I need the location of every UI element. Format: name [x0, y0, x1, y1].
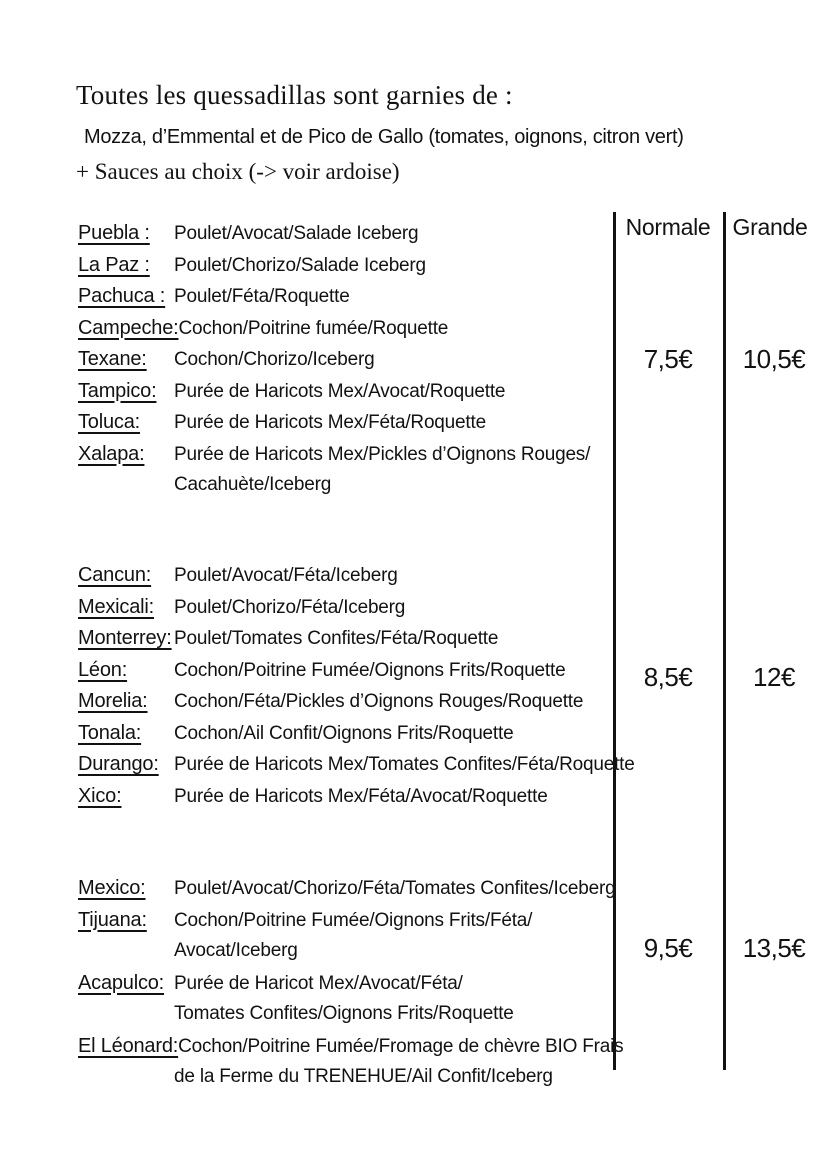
- price-normale-group-3: 9,5€: [643, 933, 693, 963]
- menu-item-description: Poulet/Avocat/Féta/Iceberg: [174, 565, 398, 586]
- price-grande-group-2: 12€: [753, 662, 795, 692]
- menu-item-description: Avocat/Iceberg: [174, 940, 298, 961]
- menu-item-name: Xico:: [78, 784, 122, 807]
- menu-item-continuation-row: [78, 1003, 614, 1035]
- menu-item-description: Poulet/Avocat/Chorizo/Féta/Tomates Confites/Iceberg: [174, 878, 616, 899]
- menu-item-row: [78, 564, 614, 596]
- menu-item-description: Poulet/Avocat/Salade Iceberg: [174, 223, 419, 244]
- menu-item-description: Cacahuète/Iceberg: [174, 474, 332, 495]
- menu-item-name: Léon:: [78, 658, 128, 681]
- menu-item-name: Xalapa:: [78, 442, 145, 465]
- price-normale-group-2: 8,5€: [643, 662, 693, 692]
- menu-item-row: [78, 785, 614, 817]
- menu-item-row: [78, 877, 614, 909]
- menu-item-name: Mexicali:: [78, 595, 154, 618]
- menu-item-description: Cochon/Ail Confit/Oignons Frits/Roquette: [174, 722, 514, 744]
- menu-item-description: Poulet/Tomates Confites/Féta/Roquette: [174, 628, 499, 649]
- menu-item-row: [78, 411, 614, 443]
- menu-item-description: Purée de Haricots Mex/Féta/Roquette: [174, 412, 486, 433]
- price-grande-group-1: 10,5€: [742, 344, 806, 374]
- menu-item-description: Purée de Haricot Mex/Avocat/Féta/: [174, 972, 463, 994]
- menu-item-row: [78, 254, 614, 286]
- menu-item-description: Purée de Haricots Mex/Tomates Confites/Féta/Roquette: [174, 754, 635, 775]
- menu-item-description: Cochon/Poitrine Fumée/Fromage de chèvre BIO Frais: [178, 1035, 624, 1057]
- menu-group-2: [78, 564, 635, 816]
- menu-item-row: [78, 348, 614, 380]
- menu-item-name: Acapulco:: [78, 971, 165, 994]
- menu-item-name: Cancun:: [78, 564, 152, 586]
- price-normale-group-1: 7,5€: [643, 344, 693, 374]
- menu-item-row: [78, 627, 614, 659]
- column-header-normale: Normale: [625, 214, 711, 240]
- menu-item-name: La Paz :: [78, 253, 150, 276]
- menu-item-description: Tomates Confites/Oignons Frits/Roquette: [174, 1003, 514, 1024]
- menu-item-row: [78, 222, 614, 254]
- price-grande-group-3: 13,5€: [742, 933, 806, 963]
- menu-item-name: Tonala:: [78, 721, 142, 744]
- menu-item-description: Poulet/Féta/Roquette: [174, 286, 350, 307]
- column-header-grande: Grande: [732, 214, 808, 240]
- menu-item-description: Poulet/Chorizo/Salade Iceberg: [174, 254, 426, 276]
- menu-item-row: [78, 753, 635, 785]
- menu-item-name: El Léonard:: [78, 1034, 179, 1057]
- menu-item-row: [78, 317, 614, 349]
- sauces-note: + Sauces au choix (-> voir ardoise): [76, 159, 400, 184]
- garnish-subtitle: Mozza, d’Emmental et de Pico de Gallo (tomates, oignons, citron vert): [84, 126, 684, 148]
- menu-item-description: Cochon/Chorizo/Iceberg: [174, 349, 375, 370]
- menu-item-name: Pachuca :: [78, 285, 166, 307]
- menu-item-description: de la Ferme du TRENEHUE/Ail Confit/Iceberg: [174, 1066, 553, 1087]
- menu-item-description: Purée de Haricots Mex/Avocat/Roquette: [174, 380, 506, 402]
- menu-item-description: Cochon/Poitrine Fumée/Oignons Frits/Féta/: [174, 909, 533, 931]
- menu-item-description: Poulet/Chorizo/Féta/Iceberg: [174, 596, 406, 618]
- menu-item-name: Tijuana:: [78, 908, 147, 931]
- menu-item-name: Campeche:: [78, 316, 179, 339]
- menu-item-description: Cochon/Poitrine fumée/Roquette: [178, 317, 449, 339]
- menu-item-row: [78, 722, 614, 754]
- page-title: Toutes les quessadillas sont garnies de :: [76, 80, 513, 110]
- menu-item-description: Purée de Haricots Mex/Pickles d’Oignons Rouges/: [174, 443, 591, 465]
- menu-item-row: [78, 1034, 624, 1067]
- menu-item-row: [78, 972, 614, 1004]
- menu-item-row: [78, 285, 614, 317]
- menu-item-name: Durango:: [78, 753, 159, 775]
- menu-item-name: Texane:: [78, 348, 147, 370]
- menu-item-name: Mexico:: [78, 877, 146, 899]
- menu-item-name: Tampico:: [78, 379, 157, 402]
- menu-item-row: [78, 690, 614, 722]
- menu-item-row: [78, 659, 614, 691]
- menu-item-row: [78, 443, 614, 475]
- menu-item-row: [78, 909, 614, 941]
- menu-item-name: Puebla :: [78, 222, 150, 244]
- menu-item-row: [78, 380, 614, 412]
- menu-item-row: [78, 596, 614, 628]
- menu-item-name: Morelia:: [78, 690, 148, 712]
- menu-item-description: Purée de Haricots Mex/Féta/Avocat/Roquette: [174, 785, 548, 807]
- menu-group-3: [78, 877, 624, 1098]
- menu-group-1: [78, 222, 614, 506]
- menu-item-continuation-row: [78, 474, 614, 506]
- menu-item-description: Cochon/Féta/Pickles d’Oignons Rouges/Roquette: [174, 691, 584, 712]
- menu-item-description: Cochon/Poitrine Fumée/Oignons Frits/Roquette: [174, 659, 566, 681]
- menu-item-continuation-row: [78, 940, 614, 972]
- menu-item-name: Toluca:: [78, 411, 140, 433]
- menu-item-name: Monterrey:: [78, 627, 172, 649]
- menu-item-continuation-row: [78, 1066, 614, 1098]
